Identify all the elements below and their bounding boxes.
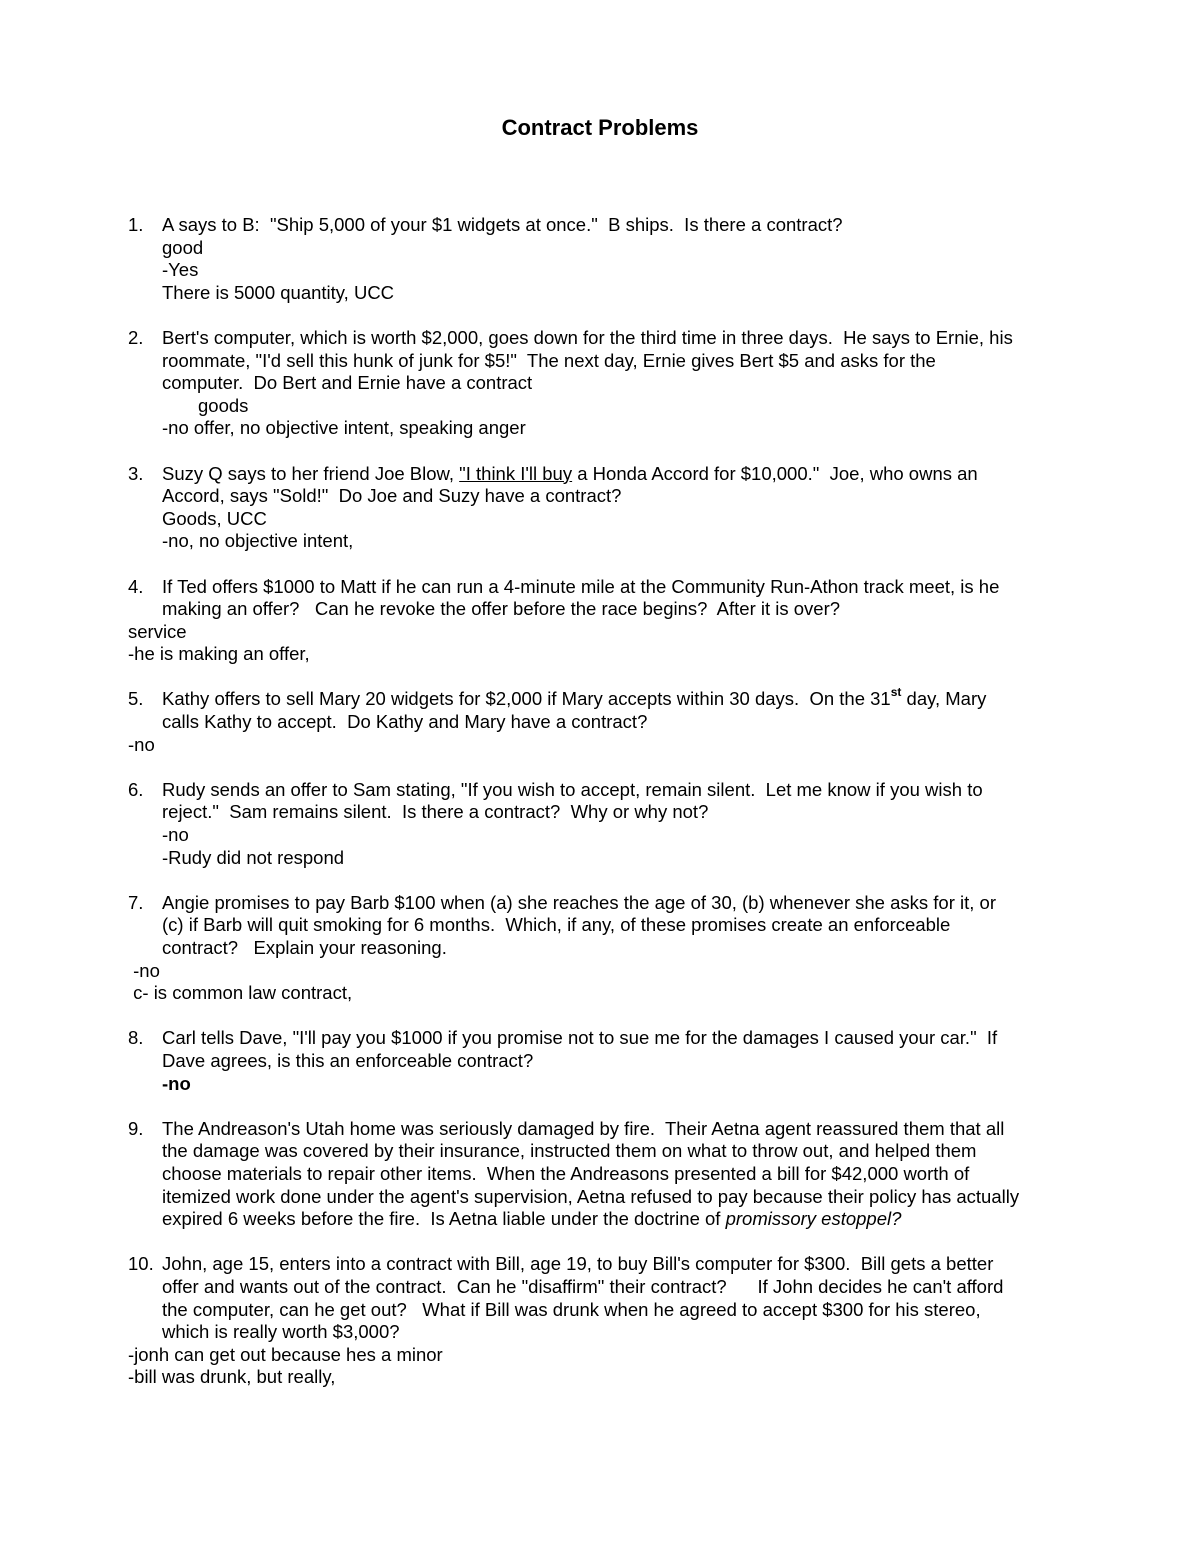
question-line: roommate, "I'd sell this hunk of junk for $5!" The next day, Ernie gives Bert $5 and asks for the bbox=[162, 349, 936, 371]
answer-line: -bill was drunk, but really, bbox=[128, 1366, 336, 1388]
problem-number: 8. bbox=[128, 1027, 144, 1049]
italic-term: promissory estoppel? bbox=[725, 1208, 902, 1230]
question-line: reject." Sam remains silent. Is there a contract? Why or why not? bbox=[162, 801, 709, 823]
question-line: the damage was covered by their insurance, instructed them on what to throw out, and helped them bbox=[162, 1140, 977, 1162]
answer-line: There is 5000 quantity, UCC bbox=[162, 281, 395, 303]
question-line: Rudy sends an offer to Sam stating, "If you wish to accept, remain silent. Let me know if you wish to bbox=[162, 778, 983, 800]
question-line: Bert's computer, which is worth $2,000, goes down for the third time in three days. He says to Ernie, his bbox=[162, 326, 1013, 348]
problem-1 bbox=[128, 214, 1078, 304]
ordinal-suffix: st bbox=[890, 685, 902, 700]
question-line: Carl tells Dave, "I'll pay you $1000 if you promise not to sue me for the damages I caused your car." If bbox=[162, 1027, 998, 1049]
answer-line: -no bbox=[162, 1072, 191, 1094]
answer-line: -he is making an offer, bbox=[128, 643, 310, 665]
answer-line: -jonh can get out because hes a minor bbox=[128, 1343, 443, 1365]
answer-line: -no offer, no objective intent, speaking anger bbox=[162, 417, 526, 439]
question-line bbox=[162, 1208, 1078, 1231]
question-text: a Honda Accord for $10,000." Joe, who owns an bbox=[572, 462, 978, 484]
question-line: itemized work done under the agent's supervision, Aetna refused to pay because their policy has actually bbox=[162, 1185, 1020, 1207]
answer-line: c- is common law contract, bbox=[128, 982, 353, 1004]
question-line: calls Kathy to accept. Do Kathy and Mary have a contract? bbox=[162, 711, 648, 733]
underlined-quote: "I think I'll buy bbox=[459, 462, 573, 484]
problem-list bbox=[128, 214, 1078, 1411]
problem-2 bbox=[128, 327, 1078, 440]
problem-number: 3. bbox=[128, 462, 144, 484]
answer-line: -no, no objective intent, bbox=[162, 530, 354, 552]
question-line: which is really worth $3,000? bbox=[162, 1321, 400, 1343]
question-line: John, age 15, enters into a contract with Bill, age 19, to buy Bill's computer for $300. Bill gets a better bbox=[162, 1253, 994, 1275]
question-line bbox=[162, 685, 1078, 711]
question-line: Dave agrees, is this an enforceable contract? bbox=[162, 1049, 534, 1071]
question-line bbox=[162, 463, 1078, 486]
question-text: expired 6 weeks before the fire. Is Aetna liable under the doctrine of bbox=[162, 1208, 726, 1230]
answer-line: Goods, UCC bbox=[162, 507, 267, 529]
problem-7 bbox=[128, 892, 1078, 1005]
page-title: Contract Problems bbox=[501, 115, 699, 140]
problem-number: 4. bbox=[128, 575, 144, 597]
problem-3 bbox=[128, 463, 1078, 553]
problem-number: 6. bbox=[128, 778, 144, 800]
question-line: the computer, can he get out? What if Bill was drunk when he agreed to accept $300 for his stereo, bbox=[162, 1298, 981, 1320]
answer-line: service bbox=[128, 620, 187, 642]
problem-10 bbox=[128, 1253, 1078, 1389]
problem-8 bbox=[128, 1027, 1078, 1095]
answer-line: goods bbox=[198, 394, 249, 416]
problem-9 bbox=[128, 1118, 1078, 1231]
answer-line: -no bbox=[128, 733, 155, 755]
answer-line: good bbox=[162, 236, 204, 258]
answer-line: -no bbox=[128, 959, 160, 981]
question-line: contract? Explain your reasoning. bbox=[162, 937, 447, 958]
question-line: (c) if Barb will quit smoking for 6 months. Which, if any, of these promises create an enforceable bbox=[162, 914, 951, 936]
problem-number: 1. bbox=[128, 214, 144, 235]
problem-number: 5. bbox=[128, 688, 144, 710]
problem-number: 10. bbox=[128, 1253, 154, 1275]
question-line: computer. Do Bert and Ernie have a contract bbox=[162, 372, 533, 394]
problem-6 bbox=[128, 779, 1078, 869]
question-line: The Andreason's Utah home was seriously damaged by fire. Their Aetna agent reassured them that all bbox=[162, 1117, 1005, 1139]
question-line: Accord, says "Sold!" Do Joe and Suzy have a contract? bbox=[162, 485, 622, 507]
question-line: offer and wants out of the contract. Can he "disaffirm" their contract? If John decides he can't afford bbox=[162, 1275, 1004, 1297]
answer-line: -no bbox=[162, 824, 189, 846]
problem-number: 2. bbox=[128, 326, 144, 348]
question-line: making an offer? Can he revoke the offer before the race begins? After it is over? bbox=[162, 598, 841, 620]
problem-4 bbox=[128, 576, 1078, 666]
problem-5 bbox=[128, 685, 1078, 756]
problem-number: 7. bbox=[128, 891, 144, 913]
question-line: Angie promises to pay Barb $100 when (a) she reaches the age of 30, (b) whenever she asks for it, or bbox=[162, 891, 996, 913]
question-line: If Ted offers $1000 to Matt if he can run a 4-minute mile at the Community Run-Athon track meet, is he bbox=[162, 575, 1000, 597]
question-text: Kathy offers to sell Mary 20 widgets for $2,000 if Mary accepts within 30 days. On the 31 bbox=[162, 688, 891, 710]
question-text: day, Mary bbox=[901, 688, 987, 710]
answer-line: -Yes bbox=[162, 259, 199, 281]
problem-number: 9. bbox=[128, 1117, 144, 1139]
question-line: A says to B: "Ship 5,000 of your $1 widgets at once." B ships. Is there a contract? bbox=[162, 214, 843, 235]
answer-line: -Rudy did not respond bbox=[162, 846, 345, 868]
question-line: choose materials to repair other items. When the Andreasons presented a bill for $42,000 worth of bbox=[162, 1162, 970, 1184]
question-text: Suzy Q says to her friend Joe Blow, bbox=[162, 462, 460, 484]
